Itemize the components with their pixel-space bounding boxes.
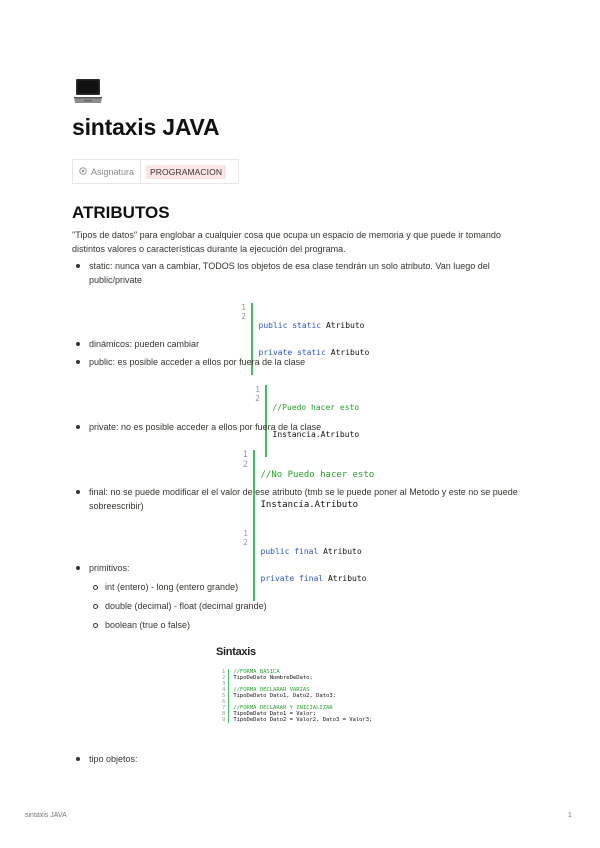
list-item-text: double (decimal) - float (decimal grande) (105, 601, 267, 611)
list-item (89, 752, 525, 766)
property-value[interactable] (141, 167, 231, 177)
list-item-text: public: es posible acceder a ellos por fuera de la clase (89, 357, 306, 367)
code-lines: public final Atributo private final Atributo (260, 547, 367, 583)
bullet-dot (76, 360, 80, 364)
list-item-text: tipo objetos: (89, 754, 138, 764)
image-title: Sintaxis (216, 646, 256, 658)
code-line: TipoDeDato NombreDeDato; (233, 675, 313, 681)
image-code (222, 669, 372, 723)
list-item-text: static: nunca van a cambiar, TODOS los objetos de esa clase tendrán un solo atributo. Van luego del public/private (89, 261, 490, 285)
footer-page-number: 1 (568, 812, 572, 819)
line-number: 4 (222, 687, 226, 693)
line-numbers: 1 2 (255, 385, 260, 403)
code-line: //FORMA BASICA (233, 669, 280, 675)
line-numbers: 1 2 (243, 529, 248, 547)
line-number: 7 (222, 705, 226, 711)
sub-list-item (105, 618, 525, 632)
footer-title: sintaxis JAVA (25, 812, 67, 819)
code-line: //FORMA DECLARAR VARIAS (233, 687, 310, 693)
list-item (89, 420, 525, 434)
bullet-circle (93, 623, 98, 628)
line-numbers: 1 2 (242, 450, 248, 470)
line-numbers: 1 2 (241, 303, 246, 321)
bullet-dot (76, 757, 80, 761)
laptop-icon (72, 76, 104, 108)
list-item (89, 561, 525, 575)
line-number: 2 (222, 675, 226, 681)
list-item-text: dinámicos: pueden cambiar (89, 339, 200, 349)
bullet-circle (93, 585, 98, 590)
list-item-text: int (entero) - long (entero grande) (105, 582, 239, 592)
line-number: 6 (222, 699, 226, 705)
property-name[interactable] (73, 160, 141, 183)
code-line: //FORMA DECLARAR Y INICIALIZAR (233, 705, 333, 711)
bullet-dot (76, 425, 80, 429)
bullet-dot (76, 264, 80, 268)
list-item (89, 485, 525, 513)
list-item-text: private: no es posible acceder a ellos por fuera de la clase (89, 422, 322, 432)
code-line: TipoDeDato Dato1, Dato2, Dato3; (233, 693, 336, 699)
sub-list-item (105, 599, 525, 613)
line-number: 3 (222, 681, 226, 687)
line-number: 8 (222, 711, 226, 717)
bullet-dot (76, 490, 80, 494)
list-item (89, 337, 525, 351)
code-lines: public static Atributo private static Atributo (258, 321, 370, 357)
page-title: sintaxis JAVA (72, 114, 220, 140)
code-line: TipoDeDato Dato2 = Valor2, Dato3 = Valor3; (233, 717, 373, 723)
intro-paragraph: "Tipos de datos" para englobar a cualquier cosa que ocupa un espacio de memoria y que puede ir tomando distintos valores o características durante la ejecución del programa. (72, 230, 501, 254)
syntax-image (216, 646, 416, 741)
code-lines: //No Puedo hacer esto Instancia.Atributo (260, 470, 375, 510)
code-lines (233, 669, 372, 723)
list-item-text: primitivos: (89, 563, 130, 573)
code-bar (228, 669, 229, 723)
line-number: 9 (222, 717, 226, 723)
sub-list-item (105, 580, 525, 594)
bullet-dot (76, 342, 80, 346)
bullet-dot (76, 566, 80, 570)
section-heading: ATRIBUTOS (72, 203, 170, 222)
list-item-text: final: no se puede modificar el el valor de ese atributo (tmb se le puede poner al Metodo y este no se puede sobreescribir) (89, 487, 518, 511)
property-label: Asignatura (91, 166, 135, 177)
line-number: 5 (222, 693, 226, 699)
select-tag: PROGRAMACION (146, 165, 226, 179)
list-item (89, 259, 525, 287)
bullet-circle (93, 604, 98, 609)
line-number: 1 (222, 669, 226, 675)
list-item-text: boolean (true o false) (105, 620, 191, 630)
code-lines: //Puedo hacer esto Instancia.Atributo (272, 403, 360, 439)
properties-row (72, 159, 239, 184)
code-line: TipoDeDato Dato1 = Valor; (233, 711, 317, 717)
list-item (89, 355, 525, 369)
target-icon (79, 167, 87, 177)
